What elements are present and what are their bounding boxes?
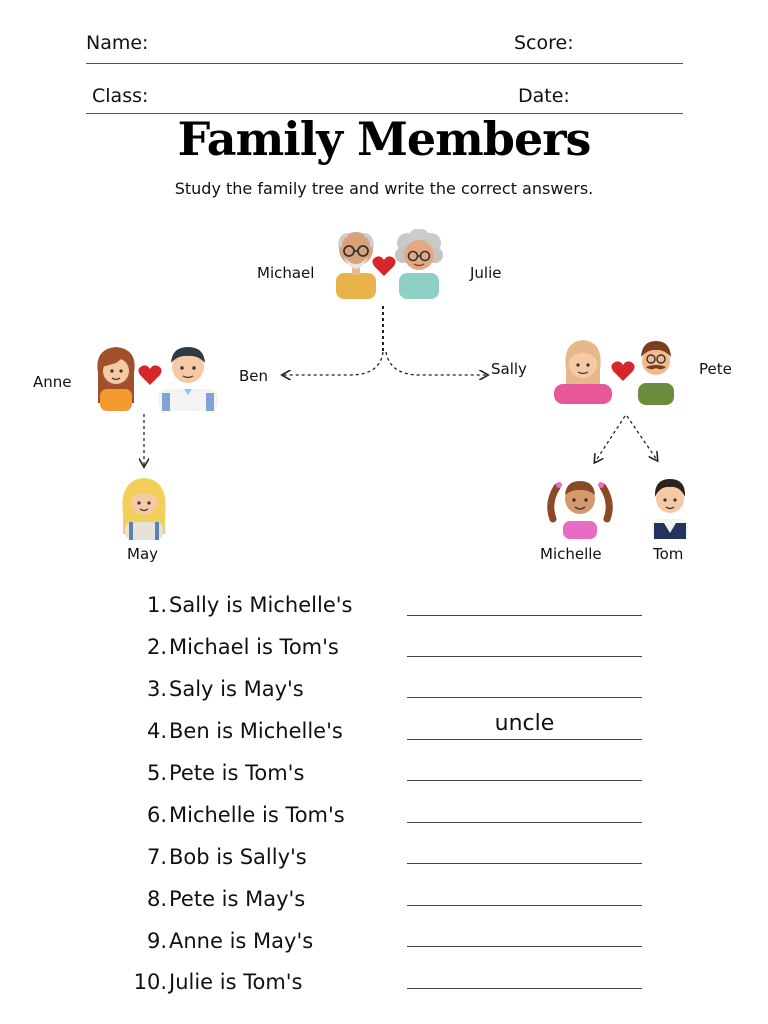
instructions: Study the family tree and write the correct answers.: [174, 179, 594, 198]
question-number: 7.: [146, 845, 167, 869]
answer-line[interactable]: [407, 697, 642, 698]
question-text: Pete is May's: [169, 887, 306, 911]
connector-to-michelle: [595, 416, 625, 462]
question-text: Saly is May's: [169, 677, 304, 701]
name-michael: Michael: [257, 264, 315, 282]
answer-line[interactable]: [407, 780, 642, 781]
father-pete-avatar: [636, 335, 676, 405]
child-michelle-avatar: [545, 473, 615, 539]
connector-to-ben: [283, 352, 383, 375]
mother-sally-avatar: [552, 334, 614, 404]
name-michelle: Michelle: [540, 545, 602, 563]
answer-line[interactable]: [407, 905, 642, 906]
name-label: Name:: [86, 32, 149, 54]
question-number: 4.: [146, 719, 167, 743]
question-number: 2.: [146, 635, 167, 659]
child-tom-avatar: [648, 473, 692, 539]
question-number: 9.: [146, 929, 167, 953]
answer-line[interactable]: [407, 863, 642, 864]
name-ben: Ben: [239, 367, 269, 385]
question-number: 1.: [146, 593, 167, 617]
answer-line[interactable]: [407, 615, 642, 616]
answer-line[interactable]: [407, 656, 642, 657]
question-text: Anne is May's: [169, 929, 314, 953]
question-text: Michael is Tom's: [169, 635, 339, 659]
answer-line[interactable]: [407, 946, 642, 947]
name-julie: Julie: [470, 264, 502, 282]
heart-icon: [611, 360, 635, 382]
answer-line[interactable]: [407, 988, 642, 989]
answer-line[interactable]: [407, 739, 642, 740]
score-label: Score:: [514, 32, 574, 54]
page-title: Family Members: [177, 112, 591, 166]
answer-text: uncle: [494, 711, 555, 736]
question-number: 10.: [133, 970, 167, 994]
name-sally: Sally: [491, 360, 527, 378]
mother-anne-avatar: [94, 343, 138, 411]
name-anne: Anne: [33, 373, 72, 391]
date-label: Date:: [518, 85, 570, 107]
name-may: May: [127, 545, 159, 563]
connector-to-sally: [386, 352, 487, 375]
question-text: Julie is Tom's: [169, 970, 303, 994]
question-text: Sally is Michelle's: [169, 593, 353, 617]
child-may-avatar: [117, 474, 171, 540]
question-number: 5.: [146, 761, 167, 785]
answer-line[interactable]: [407, 822, 642, 823]
father-ben-avatar: [154, 341, 222, 411]
name-pete: Pete: [699, 360, 732, 378]
grandma-julie-avatar: [393, 229, 445, 299]
question-text: Michelle is Tom's: [169, 803, 345, 827]
question-number: 3.: [146, 677, 167, 701]
question-text: Bob is Sally's: [169, 845, 307, 869]
connector-to-tom: [627, 416, 657, 460]
question-text: Ben is Michelle's: [169, 719, 343, 743]
class-label: Class:: [92, 85, 149, 107]
question-text: Pete is Tom's: [169, 761, 305, 785]
question-number: 8.: [146, 887, 167, 911]
name-tom: Tom: [653, 545, 684, 563]
question-number: 6.: [146, 803, 167, 827]
